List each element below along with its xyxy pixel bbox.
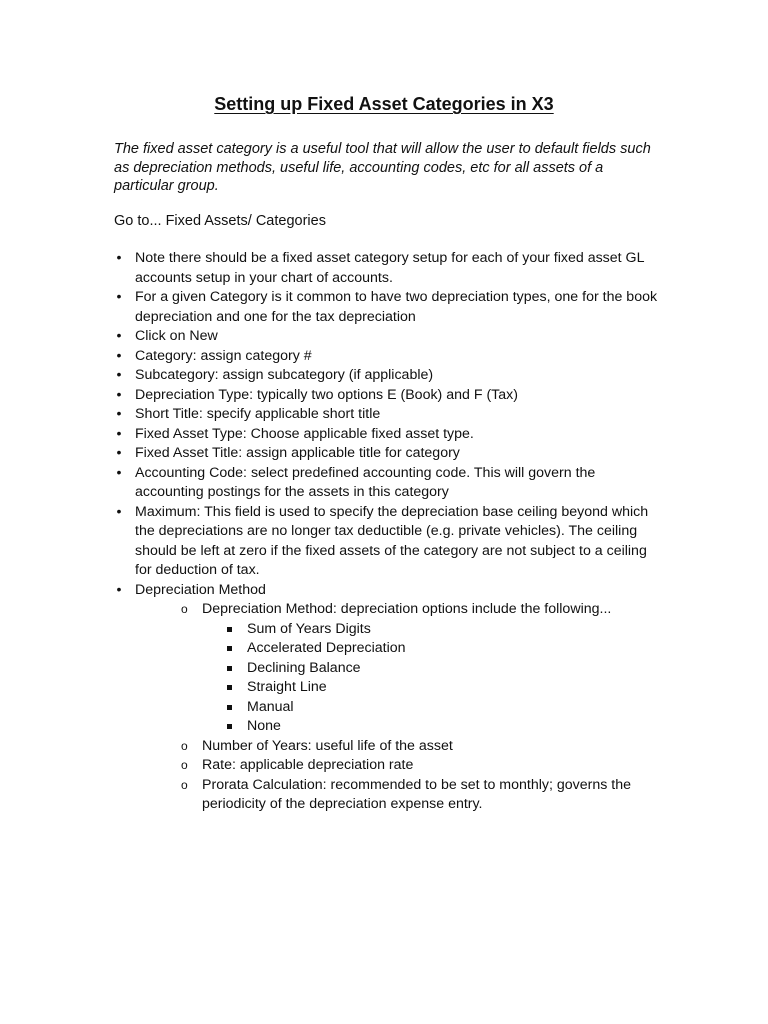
bullet-marker: • [116, 445, 122, 461]
list-item-short-title [114, 405, 659, 425]
option-item-text: Accelerated Depreciation [247, 640, 406, 656]
square-bullet-icon [227, 705, 232, 710]
sub-bullet-marker: o [181, 777, 188, 792]
sub-bullet-marker: o [181, 738, 188, 753]
square-bullet-icon [227, 685, 232, 690]
bullet-marker: • [116, 425, 122, 442]
setup-steps-list [114, 249, 659, 815]
list-item-text: Fixed Asset Type: Choose applicable fixed asset type. [135, 425, 474, 442]
bullet-marker: • [116, 581, 122, 598]
option-item [227, 678, 659, 698]
list-item-text: Accounting Code: select predefined accounting code. This will govern the accounting postings for the assets in this category [135, 464, 596, 500]
sublist-item-method-options [181, 600, 659, 737]
sublist-item-prorata-calculation [181, 776, 659, 815]
list-item-fixed-asset-type [114, 425, 659, 445]
bullet-marker: • [116, 406, 122, 422]
list-item-text: For a given Category is it common to have two depreciation types, one for the book depreciation and one for the tax depreciation [135, 289, 658, 325]
list-item-fixed-asset-title [114, 444, 659, 464]
list-item-text: Depreciation Type: typically two options E (Book) and F (Tax) [135, 386, 518, 403]
list-item-depreciation-types [114, 288, 659, 327]
option-item-text: Sum of Years Digits [247, 620, 371, 637]
bullet-marker: • [116, 464, 122, 481]
square-bullet-icon [227, 646, 232, 651]
square-bullet-icon [227, 666, 232, 671]
bullet-marker: • [116, 503, 122, 520]
sublist-item-rate [181, 756, 659, 776]
square-bullet-icon [227, 724, 232, 729]
bullet-marker: • [116, 386, 122, 403]
bullet-marker: • [116, 367, 122, 383]
list-item-gl-accounts [114, 249, 659, 288]
list-item-text: Category: assign category # [135, 347, 312, 364]
sublist-item-text: Depreciation Method: depreciation options include the following... [202, 601, 612, 617]
list-item-text: Maximum: This field is used to specify the depreciation base ceiling beyond which the depreciations are no longer tax deductible (e.g. private vehicles). The ceiling should be left at zero if the fixed assets of the category are not subject to a ceiling for deduction of tax. [135, 503, 649, 578]
option-item [227, 659, 659, 679]
intro-paragraph: The fixed asset category is a useful tool that will allow the user to default fields such as depreciation methods, useful life, accounting codes, etc for all assets of a particular group. [114, 141, 651, 194]
list-item-accounting-code [114, 464, 659, 503]
list-item-text: Depreciation Method [135, 581, 266, 598]
list-item-text: Subcategory: assign subcategory (if applicable) [135, 367, 434, 383]
list-item-depreciation-type [114, 386, 659, 406]
list-item-category [114, 347, 659, 367]
bullet-marker: • [116, 347, 122, 364]
depreciation-method-sublist [181, 600, 659, 815]
depreciation-options-list [227, 620, 659, 737]
option-item [227, 698, 659, 718]
option-item-text: Straight Line [247, 679, 327, 695]
bullet-marker: • [116, 328, 122, 344]
list-item-text: Click on New [135, 328, 218, 344]
list-item-text: Fixed Asset Title: assign applicable title for category [135, 445, 460, 461]
square-bullet-icon [227, 627, 232, 632]
option-item [227, 620, 659, 640]
sub-bullet-marker: o [181, 602, 188, 616]
bullet-marker: • [116, 250, 122, 266]
sublist-item-text: Prorata Calculation: recommended to be set to monthly; governs the periodicity of the depreciation expense entry. [202, 776, 632, 812]
sublist-item-text: Number of Years: useful life of the asset [202, 737, 453, 754]
list-item-maximum [114, 503, 659, 581]
option-item-text: None [247, 718, 281, 734]
option-item [227, 717, 659, 737]
option-item [227, 639, 659, 659]
sublist-item-number-of-years [181, 737, 659, 757]
bullet-marker: • [116, 289, 122, 305]
list-item-depreciation-method [114, 581, 659, 815]
sublist-item-text: Rate: applicable depreciation rate [202, 757, 414, 773]
list-item-subcategory [114, 366, 659, 386]
option-item-text: Manual [247, 698, 294, 715]
list-item-click-new [114, 327, 659, 347]
list-item-text: Short Title: specify applicable short title [135, 406, 381, 422]
list-item-text: Note there should be a fixed asset category setup for each of your fixed asset GL accounts setup in your chart of accounts. [135, 250, 644, 286]
navigation-instruction: Go to... Fixed Assets/ Categories [114, 213, 326, 229]
sub-bullet-marker: o [181, 758, 188, 772]
option-item-text: Declining Balance [247, 659, 361, 676]
page-title: Setting up Fixed Asset Categories in X3 [214, 94, 554, 114]
